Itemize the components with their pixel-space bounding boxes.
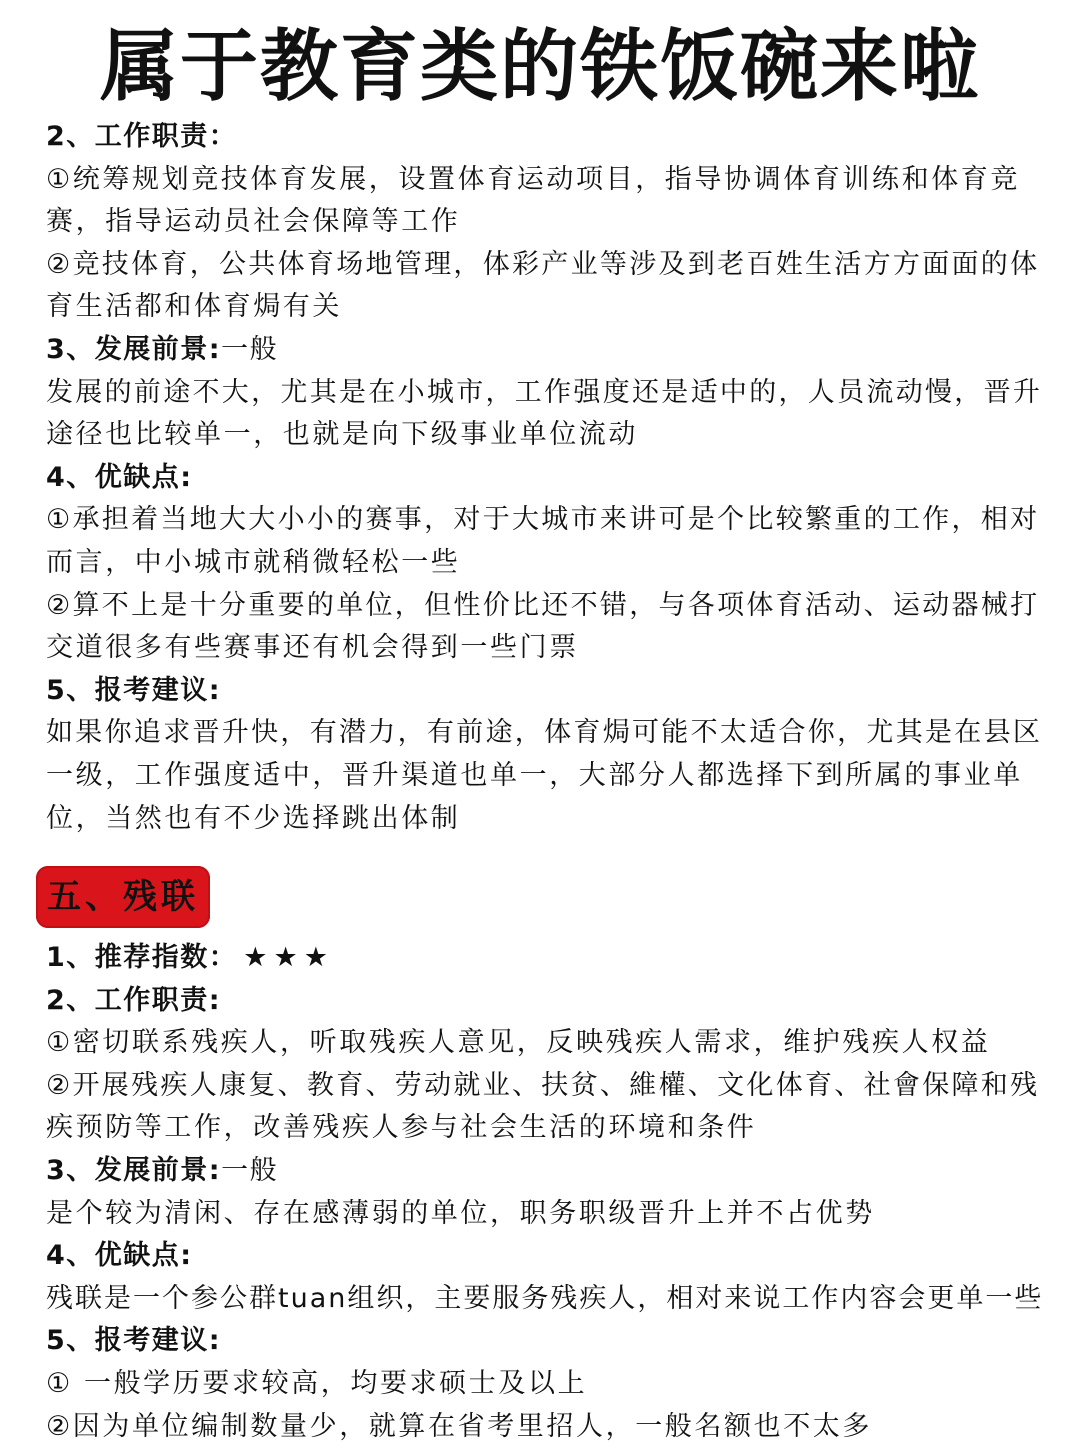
advice-line: 一级，工作强度适中，晋升渠道也单一，大部分人都选择下到所属的事业单 <box>46 759 1023 791</box>
duties-line: 育生活都和体育焗有关 <box>46 291 342 323</box>
pros-cons-line: ②算不上是十分重要的单位，但性价比还不错，与各项体育活动、运动器械打 <box>46 589 1040 621</box>
duties-line: ②开展残疾人康复、教育、劳动就业、扶贫、維權、文化体育、社會保障和残 <box>46 1069 1040 1101</box>
duties-heading: 2、工作职责： <box>46 121 238 152</box>
pros-cons-heading: 4、优缺点: <box>46 461 193 493</box>
prospects-line: 是个较为清闲、存在感薄弱的单位，职务职级晋升上并不占优势 <box>46 1197 875 1229</box>
pros-cons-line: 残联是一个参公群tuan组织，主要服务残疾人，相对来说工作内容会更单一些 <box>46 1282 1044 1314</box>
advice-heading: 5、报考建议: <box>46 1325 222 1357</box>
prospects-value: 一般 <box>221 333 279 365</box>
advice-line: ① 一般学历要求较高，均要求硕士及以上 <box>46 1367 588 1399</box>
rating-stars: ★★★ <box>243 942 334 973</box>
section-tag-disabled-federation <box>36 866 210 928</box>
duties-line: 疾预防等工作，改善残疾人参与社会生活的环境和条件 <box>46 1112 757 1144</box>
prospects-line: 途径也比较单一，也就是向下级事业单位流动 <box>46 419 638 451</box>
duties-heading: 2、工作职责: <box>46 984 222 1016</box>
prospects-label: 3、发展前景: <box>46 1154 222 1186</box>
duties-line: ①密切联系残疾人，听取残疾人意见，反映残疾人需求，维护残疾人权益 <box>46 1027 991 1059</box>
disabled-federation-section <box>46 937 1046 1448</box>
prospects-heading <box>46 1150 1046 1193</box>
prospects-line: 发展的前途不大，尤其是在小城市，工作强度还是适中的，人员流动慢，晋升 <box>46 376 1043 408</box>
pros-cons-heading: 4、优缺点: <box>46 1240 193 1272</box>
advice-line: 位，当然也有不少选择跳出体制 <box>46 802 461 834</box>
duties-line: 赛，指导运动员社会保障等工作 <box>46 206 461 238</box>
sports-bureau-section <box>46 116 1046 840</box>
rating-heading <box>46 937 1046 980</box>
page-title: 属于教育类的铁饭碗来啦 <box>99 22 980 112</box>
pros-cons-line: 交道很多有些赛事还有机会得到一些门票 <box>46 632 579 664</box>
pros-cons-line: 而言，中小城市就稍微轻松一些 <box>46 546 461 578</box>
prospects-heading <box>46 329 1046 372</box>
duties-line: ①统筹规划竞技体育发展，设置体育运动项目，指导协调体育训练和体育竞 <box>46 163 1021 195</box>
prospects-value: 一般 <box>221 1154 279 1186</box>
advice-line: ②因为单位编制数量少，就算在省考里招人，一般名额也不太多 <box>46 1410 873 1442</box>
rating-label: 1、推荐指数： <box>46 942 238 973</box>
prospects-label: 3、发展前景: <box>46 333 222 365</box>
pros-cons-line: ①承担着当地大大小小的赛事，对于大城市来讲可是个比较繁重的工作，相对 <box>46 504 1040 536</box>
advice-heading: 5、报考建议: <box>46 674 222 706</box>
advice-line: 如果你追求晋升快，有潜力，有前途，体育焗可能不太适合你，尤其是在县区 <box>46 717 1043 749</box>
section-tag-label: 五、残联 <box>47 877 199 917</box>
duties-line: ②竞技体育，公共体育场地管理，体彩产业等涉及到老百姓生活方方面面的体 <box>46 248 1040 280</box>
